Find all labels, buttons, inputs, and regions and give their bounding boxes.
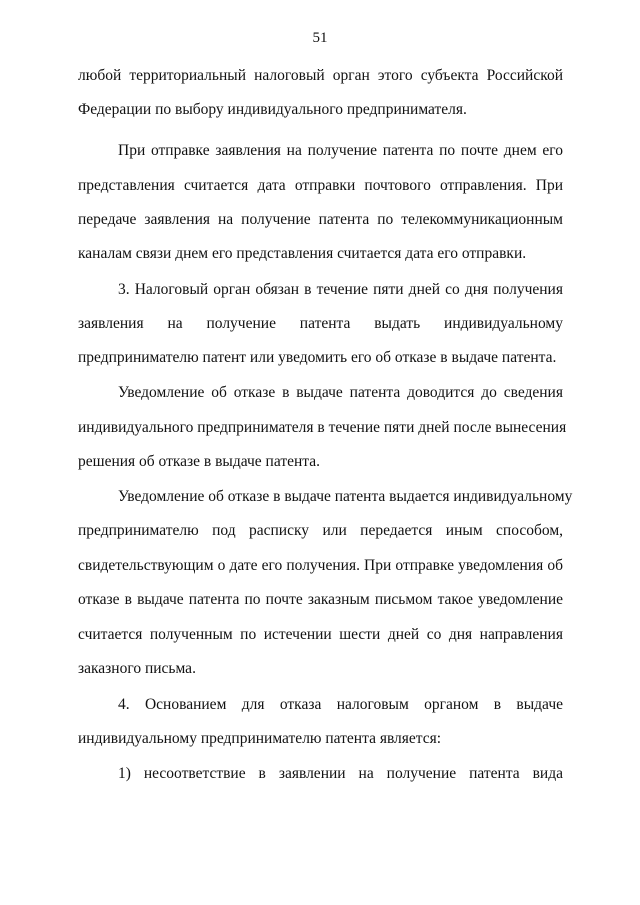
text-line: индивидуального предпринимателя в течение пяти дней после вынесения (78, 419, 567, 436)
text-line: представления считается дата отправки почтового отправления. При (78, 177, 563, 194)
text-line: свидетельствующим о дате его получения. При отправке уведомления об (78, 557, 563, 574)
text-line: При отправке заявления на получение патента по почте днем его (118, 142, 563, 159)
text-line: каналам связи днем его представления считается дата его отправки. (78, 245, 527, 262)
text-line: заказного письма. (78, 660, 196, 677)
text-line: заявления на получение патента выдать индивидуальному (78, 315, 563, 332)
text-line: Уведомление об отказе в выдаче патента доводится до сведения (118, 384, 563, 401)
text-line: Уведомление об отказе в выдаче патента выдается индивидуальному (118, 488, 573, 505)
text-line: Федерации по выбору индивидуального предпринимателя. (78, 101, 467, 118)
text-line: 1) несоответствие в заявлении на получение патента вида (118, 765, 563, 782)
text-line: решения об отказе в выдаче патента. (78, 453, 320, 470)
text-line: отказе в выдаче патента по почте заказным письмом такое уведомление (78, 591, 563, 608)
text-line: 3. Налоговый орган обязан в течение пяти дней со дня получения (118, 281, 563, 298)
text-line: 4. Основанием для отказа налоговым органом в выдаче (118, 696, 563, 713)
page-number: 51 (312, 30, 328, 46)
text-line: любой территориальный налоговый орган этого субъекта Российской (78, 67, 563, 84)
text-line: индивидуальному предпринимателю патента является: (78, 730, 442, 747)
text-line: считается полученным по истечении шести дней со дня направления (78, 626, 563, 643)
text-line: передаче заявления на получение патента по телекоммуникационным (78, 211, 563, 228)
text-line: предпринимателю под расписку или передается иным способом, (78, 522, 563, 539)
text-line: предпринимателю патент или уведомить его об отказе в выдаче патента. (78, 349, 557, 366)
